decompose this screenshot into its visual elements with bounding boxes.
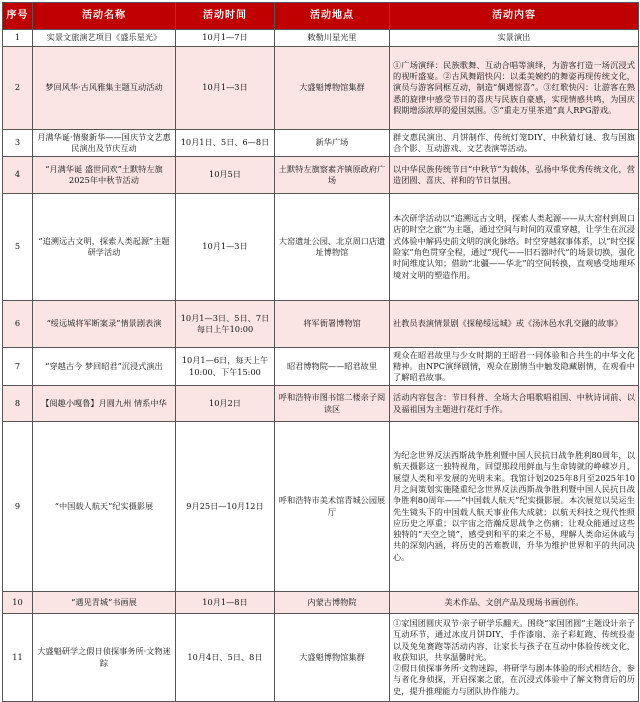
activity-place: 大盛魁博物馆集群 xyxy=(275,614,390,702)
activity-place: 呼和浩特市美术馆青城公园展厅 xyxy=(275,422,390,592)
row-number: 4 xyxy=(3,157,33,194)
row-number: 2 xyxy=(3,47,33,130)
row-number: 3 xyxy=(3,130,33,157)
activity-time: 10月5日 xyxy=(176,157,275,194)
activity-name: “中国载人航天”纪实摄影展 xyxy=(33,422,176,592)
activity-content xyxy=(390,614,639,702)
row-number: 10 xyxy=(3,592,33,614)
row-number: 6 xyxy=(3,301,33,348)
content-paragraph: ①家国团圆庆双节·亲子研学乐翻天。围绕“家国团圆”主题设计亲子互动环节，通过冰皮月饼DIY、手作漆扇、亲子彩虹跑、传统投壶以及兔兔赛跑等活动内容，让家长与孩子在互动中体验传统文化，收获知识，共享温馨时光。 xyxy=(393,617,635,662)
activity-name: 实景文旅演艺项目《盛乐星光》 xyxy=(33,30,176,47)
activity-content: 为纪念世界反法西斯战争胜利暨中国人民抗日战争胜利80周年，以航天摄影这一独特视角，回望那段用鲜血与生命铸就的峥嵘岁月，展望人类和平发展的光明未来。我馆计划2025年8月至2025年10月之间策划实施隆重纪念世界反法西斯战争胜利暨中国人民抗日战争胜利80周年——“中国载人航天”纪实摄影展。本次展览以吴运生先生镜头下的中国载人航天事业伟大成就；以航天科技之现代性照应历史之厚重；以宇宙之浩瀚反思战争之伤痛；让观众能通过这些独特的“天空之镜”，感受到和平的来之不易，理解人类命运休戚与共的深刻内涵，将历史的苦难教训，升华为维护世界和平的共同决心。 xyxy=(390,422,639,592)
row-number: 9 xyxy=(3,422,33,592)
activity-name: “遇见青城”书画展 xyxy=(33,592,176,614)
events-table xyxy=(2,2,639,702)
table-row xyxy=(3,30,639,47)
activity-content: 以中华民族传统节日“中秋节”为载体，弘扬中华优秀传统文化，营造团圆、喜庆、祥和的节日氛围。 xyxy=(390,157,639,194)
activity-name: “绥远城将军断案录”情景剧表演 xyxy=(33,301,176,348)
row-number: 11 xyxy=(3,614,33,702)
header-number: 序号 xyxy=(3,3,33,30)
activity-content: ①广场演绎：民族歌舞、互动合唱等演绎，为游客打造一场沉浸式的视听盛宴。②古风舞蹈快闪：以柔美婉约的舞姿再现传统文化，演员与游客同框互动，制造“偶遇惊喜”。③红歌快闪：让游客在熟悉的旋律中感受节日的喜庆与民族自豪感，实现情感共鸣，为国庆假期增添浓厚的爱国氛围。⑤“重走万里茶道”真人RPG游戏。 xyxy=(390,47,639,130)
content-paragraph: ②假日侦探事务所·文物迷踪，将研学与剧本体验的形式相结合，参与者化身侦探，开启探案之旅，在沉浸式体验中了解文物背后的历史，提升推理能力与团队协作能力。 xyxy=(393,663,635,696)
activity-content: 实景演出 xyxy=(390,30,639,47)
activity-content: 观众在昭君故里与少女时期的王昭君一同体验和合共生的中华文化精神。由NPC演绎剧情，观众在剧情当中触发隐藏剧情，在观看中了解昭君故事。 xyxy=(390,348,639,386)
activity-content: 活动内容包含：节日科普、全场大合唱歌唱祖国、中秋诗词前、以及福祖国为主题进行花灯手作。 xyxy=(390,386,639,422)
activity-content: 社教员表演情景剧《探秘绥远城》或《汤沐邑水乳交融的故事》 xyxy=(390,301,639,348)
row-number: 5 xyxy=(3,194,33,301)
header-activity-time: 活动时间 xyxy=(176,3,275,30)
activity-name: 【阅趣小嘎鲁】月圆九州 情系中华 xyxy=(33,386,176,422)
header-activity-place: 活动地点 xyxy=(275,3,390,30)
activity-name: “月满华诞 盛世同欢”土默特左旗2025年中秋节活动 xyxy=(33,157,176,194)
activity-place: 大窑遗址公园、北京周口店遗址博物馆 xyxy=(275,194,390,301)
table-row xyxy=(3,130,639,157)
activity-time: 10月1—7日 xyxy=(176,30,275,47)
table-row xyxy=(3,592,639,614)
activity-place: 土默特左旗察素齐镇原政府广场 xyxy=(275,157,390,194)
activity-place: 敕勒川星光里 xyxy=(275,30,390,47)
table-row xyxy=(3,614,639,702)
activity-name: 月满华诞·情聚新华——国庆节文艺惠民演出及节庆互动 xyxy=(33,130,176,157)
table-row xyxy=(3,194,639,301)
table-row xyxy=(3,47,639,130)
table-header-row xyxy=(3,3,639,30)
table-row xyxy=(3,348,639,386)
activity-name: 大盛魁研学之假日侦探事务所·文物迷踪 xyxy=(33,614,176,702)
activity-place: 新华广场 xyxy=(275,130,390,157)
row-number: 1 xyxy=(3,30,33,47)
table-row xyxy=(3,386,639,422)
row-number: 8 xyxy=(3,386,33,422)
activity-place: 昭君博物院——昭君故里 xyxy=(275,348,390,386)
activity-time: 10月1—6日，每天上午10:00、下午15:00 xyxy=(176,348,275,386)
activity-time: 10月4日、5日、8日 xyxy=(176,614,275,702)
activity-place: 呼和浩特市图书馆二楼亲子阅读区 xyxy=(275,386,390,422)
activity-name: “穿越古今 梦回昭君”沉浸式演出 xyxy=(33,348,176,386)
table-row xyxy=(3,422,639,592)
table-row xyxy=(3,157,639,194)
activity-time: 10月1—8日 xyxy=(176,592,275,614)
activity-time: 10月2日 xyxy=(176,386,275,422)
activity-name: “追溯远古文明，探索人类起源”主题研学活动 xyxy=(33,194,176,301)
activity-content: 本次研学活动以“追溯远古文明，探索人类起源——从大窑村到周口店的时空之旅”为主题，通过空间与时间的双重穿越，让学生在沉浸式体验中解码史前文明的演化脉络。时空穿越叙事体系，以“时空探险家”角色贯穿全程，通过“现代——旧石器时代”的场景切换，强化时间维度认知；借助“北疆——华北”的空间转换，直观感受地理环境对文明的塑造作用。 xyxy=(390,194,639,301)
activity-content: 群文惠民演出、月饼制作、传统灯笼DIY、中秋猜灯谜、我与国旗合个影、互动游戏、文艺表演等活动。 xyxy=(390,130,639,157)
activity-place: 将军衙署博物馆 xyxy=(275,301,390,348)
activity-name: 梦回风华·古风雅集主题互动活动 xyxy=(33,47,176,130)
activity-time: 9月25日—10月12日 xyxy=(176,422,275,592)
header-activity-content: 活动内容 xyxy=(390,3,639,30)
activity-content: 美术作品、文创产品及现场书画创作。 xyxy=(390,592,639,614)
header-activity-name: 活动名称 xyxy=(33,3,176,30)
activity-time: 10月1—3日、5日、7日每日上午10:00 xyxy=(176,301,275,348)
activity-place: 内蒙古博物院 xyxy=(275,592,390,614)
activity-time: 10月1—3日 xyxy=(176,47,275,130)
activity-time: 10月1日、5日、6—8日 xyxy=(176,130,275,157)
row-number: 7 xyxy=(3,348,33,386)
activity-time: 10月1—3日 xyxy=(176,194,275,301)
table-row xyxy=(3,301,639,348)
activity-place: 大盛魁博物馆集群 xyxy=(275,47,390,130)
